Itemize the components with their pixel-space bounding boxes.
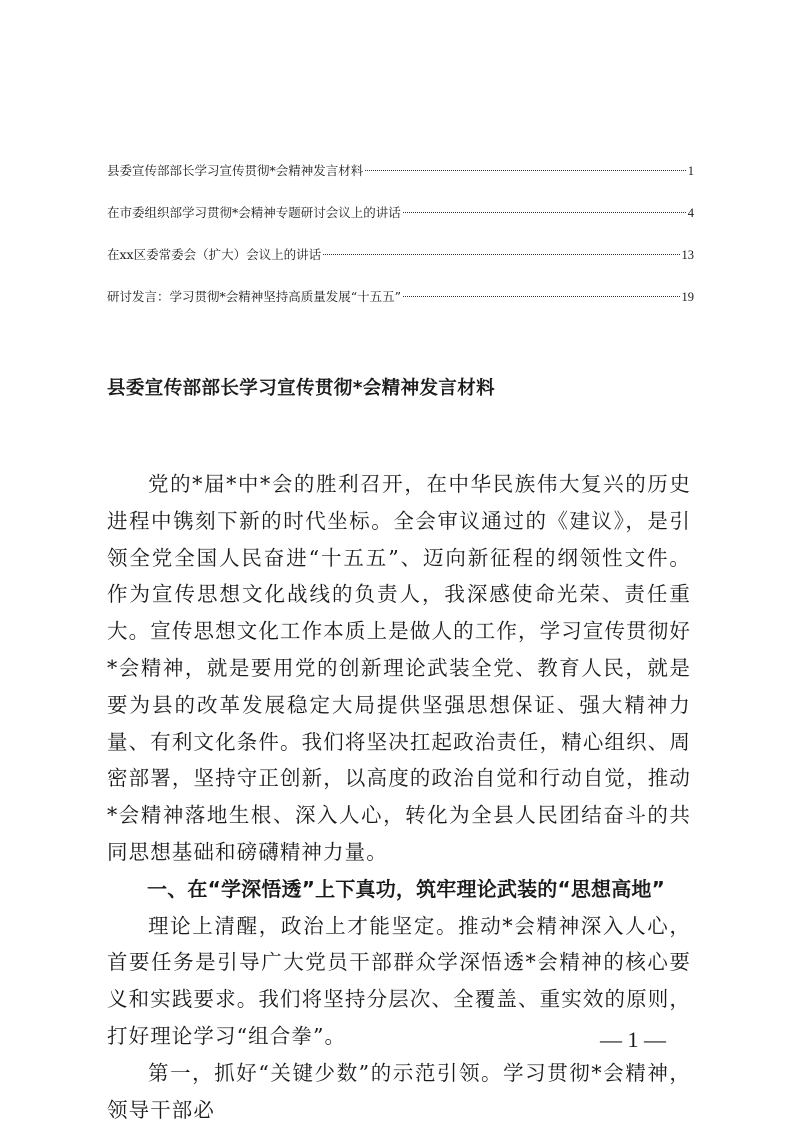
body-paragraph: 第一，抓好“关键少数”的示范引领。学习贯彻*会精神，领导干部必 (107, 1060, 691, 1122)
toc-entry-page: 1 (687, 164, 694, 178)
toc-dot-leader (403, 211, 686, 213)
toc-entry[interactable] (107, 161, 694, 203)
toc-entry-page: 19 (681, 290, 694, 304)
toc-entry-page: 13 (681, 248, 694, 262)
body-paragraph: 理论上清醒，政治上才能坚定。推动*会精神深入人心，首要任务是引导广大党员干部群众学深悟透*会精神的核心要义和实践要求。我们将坚持分层次、全覆盖、重实效的原则，打好理论学习“组合拳”。 (107, 913, 691, 1048)
toc-entry[interactable] (107, 203, 694, 245)
toc-entry-title: 在xx区委常委会（扩大）会议上的讲话 (107, 247, 322, 262)
page-number: — 1 — (600, 1027, 666, 1052)
toc-entry-title: 县委宣传部部长学习宣传贯彻*会精神发言材料 (107, 163, 364, 178)
toc-dot-leader (365, 169, 685, 171)
toc-dot-leader (323, 253, 679, 255)
toc-dot-leader (403, 295, 679, 297)
toc-entry[interactable] (107, 287, 694, 329)
table-of-contents (107, 161, 694, 329)
toc-entry-title: 在市委组织部学习贯彻*会精神专题研讨会议上的讲话 (107, 205, 401, 220)
toc-entry-page: 4 (687, 206, 694, 220)
body-paragraph: 党的*届*中*会的胜利召开，在中华民族伟大复兴的历史进程中镌刻下新的时代坐标。全会审议通过的《建议》，是引领全党全国人民奋进“十五五”、迈向新征程的纲领性文件。作为宣传思想文化战线的负责人，我深感使命光荣、责任重大。宣传思想文化工作本质上是做人的工作，学习宣传贯彻好*会精神，就是要用党的创新理论武装全党、教育人民，就是要为县的改革发展稳定大局提供坚强思想保证、强大精神力量、有利文化条件。我们将坚决扛起政治责任，精心组织、周密部署，坚持守正创新，以高度的政治自觉和行动自觉，推动*会精神落地生根、深入人心，转化为全县人民团结奋斗的共同思想基础和磅礴精神力量。 (107, 472, 691, 864)
toc-entry-title: 研讨发言：学习贯彻*会精神坚持高质量发展“十五五” (107, 289, 402, 304)
document-title: 县委宣传部部长学习宣传贯彻*会精神发言材料 (107, 378, 496, 399)
toc-entry[interactable] (107, 245, 694, 287)
section-heading: 一、在“学深悟透”上下真功，筑牢理论武装的“思想高地” (147, 876, 665, 901)
